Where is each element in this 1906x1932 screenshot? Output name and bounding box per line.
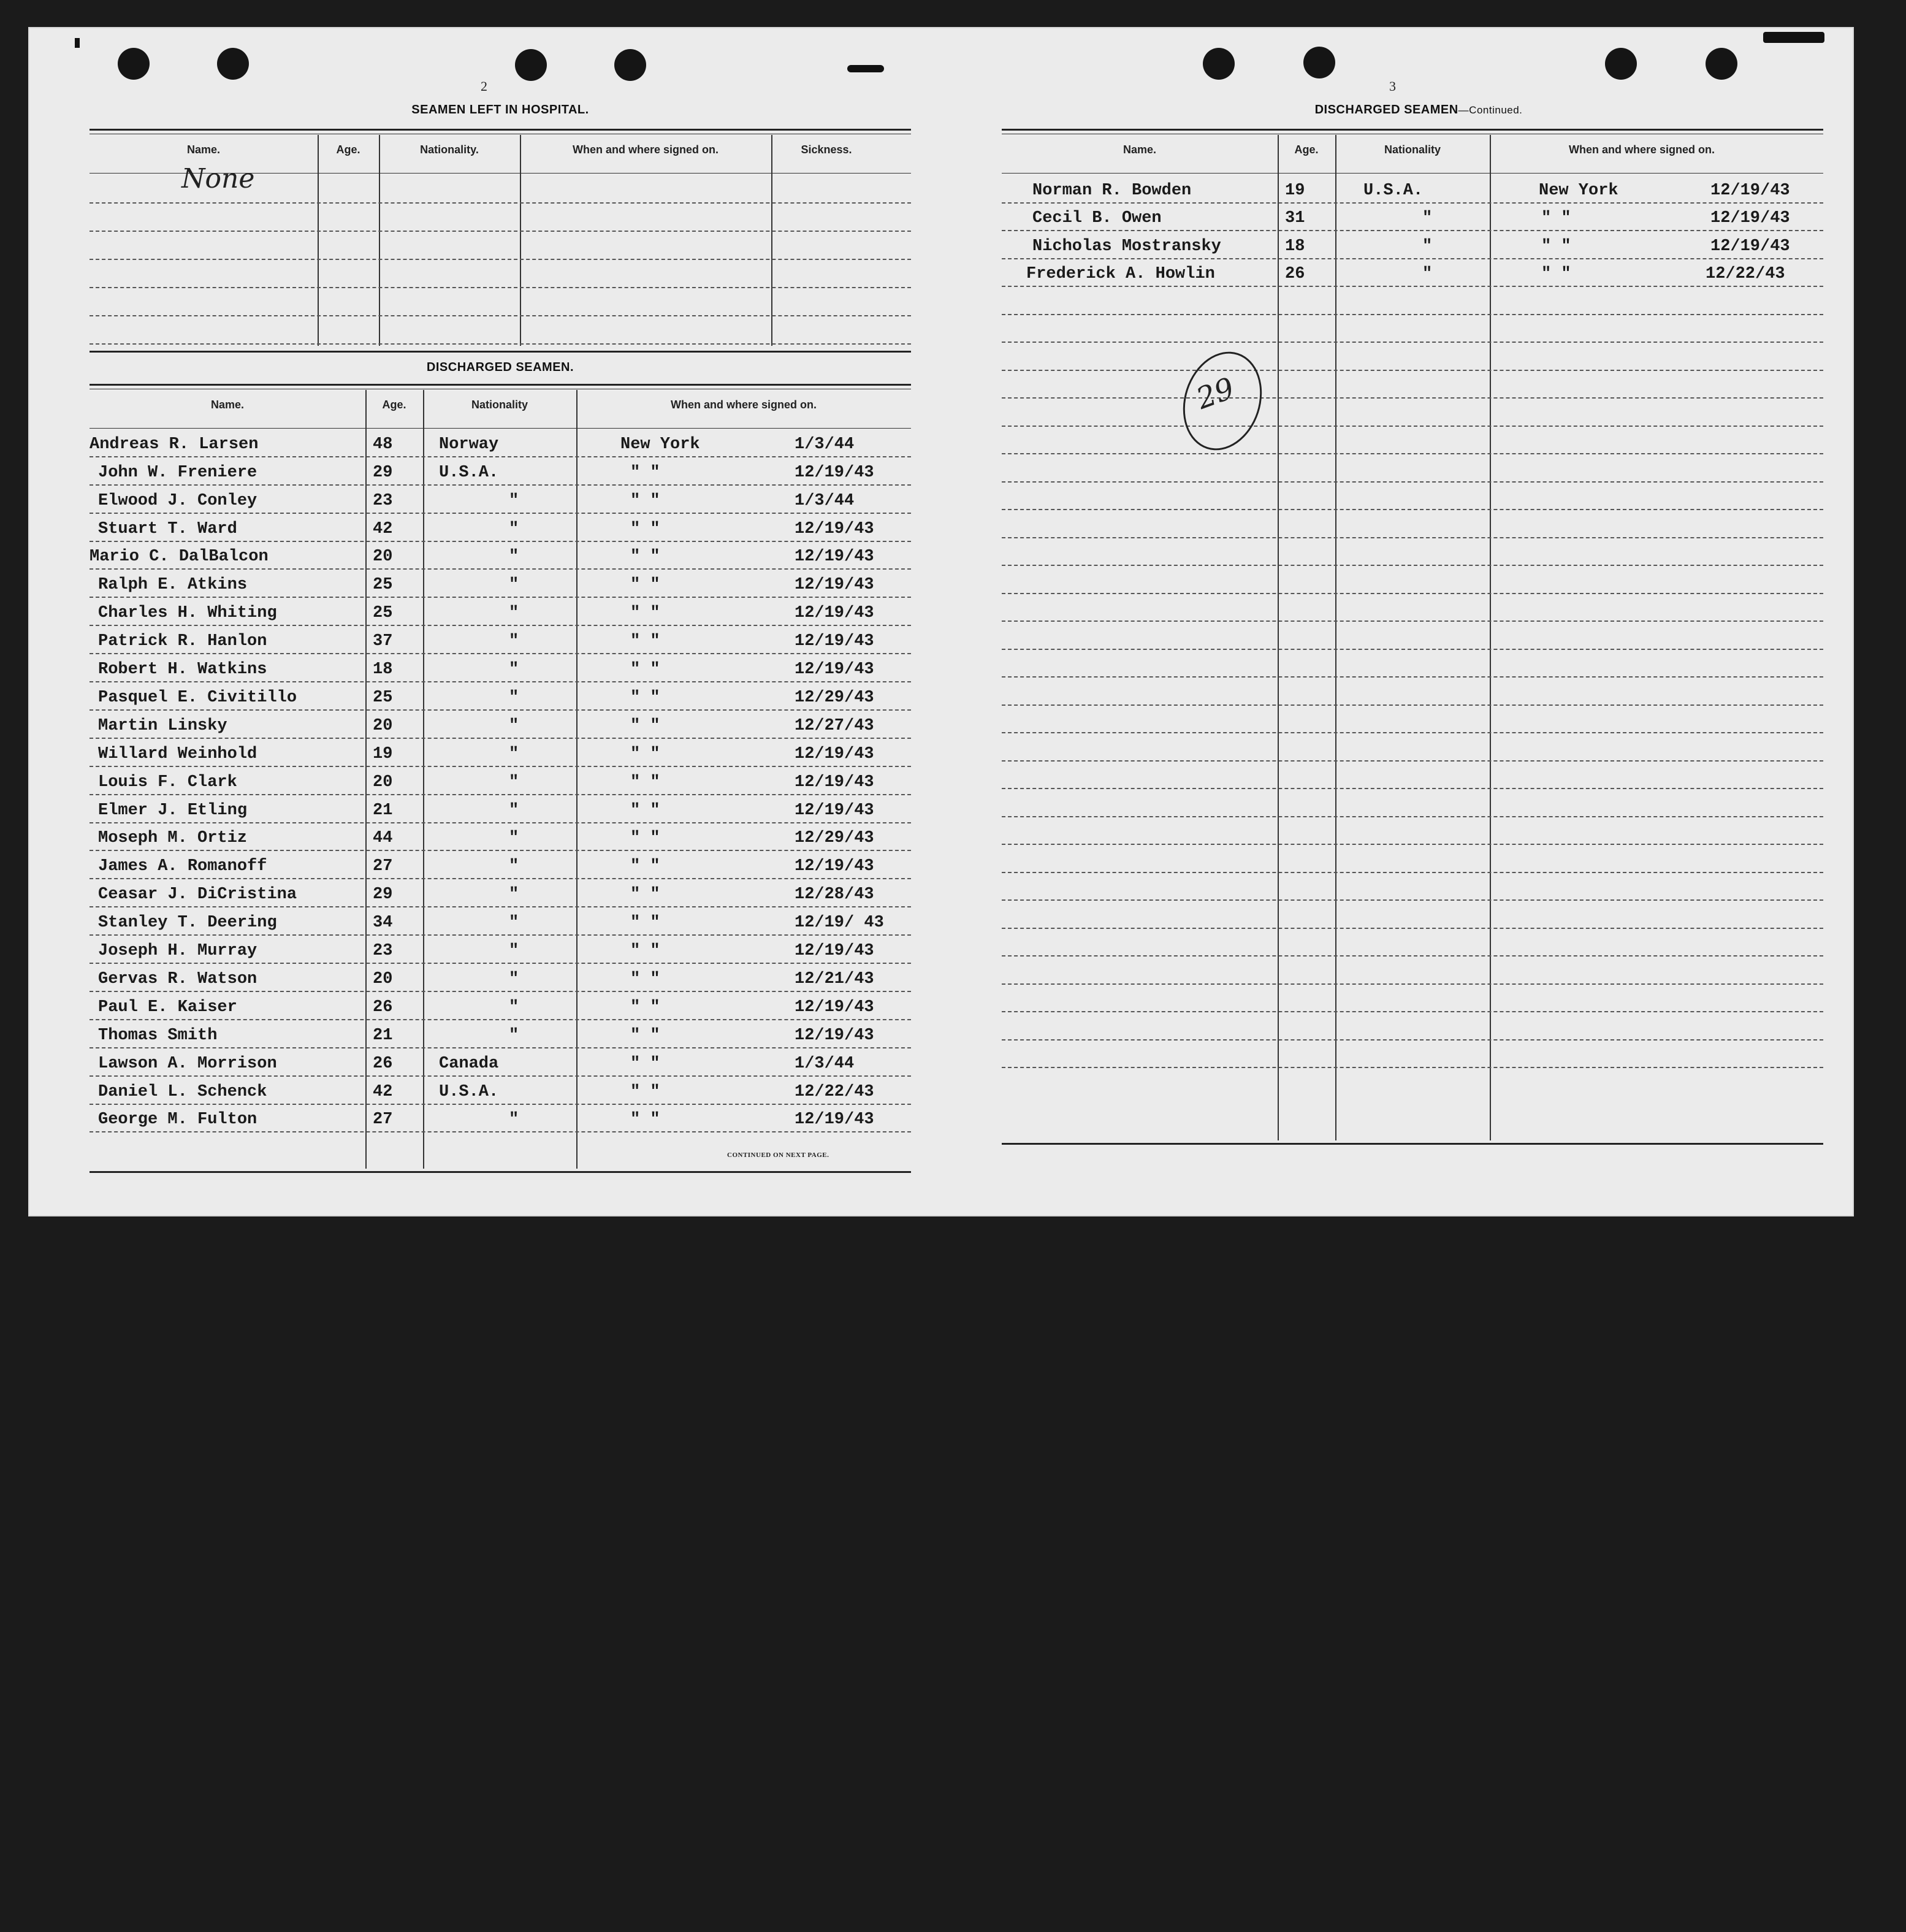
table-rule xyxy=(1002,1143,1823,1145)
signed-on-date: 12/19/43 xyxy=(795,1110,874,1129)
table-rule xyxy=(90,1171,911,1173)
signed-on-date: 12/19/43 xyxy=(795,773,874,792)
seaman-nationality: " xyxy=(509,885,519,904)
handwritten-none: None xyxy=(181,163,255,194)
table-row xyxy=(90,823,911,852)
table-row xyxy=(1002,929,1823,957)
seaman-age: 19 xyxy=(1285,181,1305,200)
signed-on-date: 1/3/44 xyxy=(795,435,855,454)
signed-on-place: " " xyxy=(630,1054,660,1073)
seaman-name: Pasquel E. Civitillo xyxy=(98,688,297,707)
continued-note: CONTINUED ON NEXT PAGE. xyxy=(727,1151,829,1159)
seaman-name: Ceasar J. DiCristina xyxy=(98,885,297,904)
seaman-age: 25 xyxy=(373,576,393,595)
seaman-age: 26 xyxy=(1285,265,1305,283)
seaman-nationality: " xyxy=(509,1110,519,1129)
seaman-nationality: " xyxy=(509,716,519,735)
seaman-age: 18 xyxy=(373,660,393,679)
table-rule xyxy=(90,351,911,353)
table-row xyxy=(1002,901,1823,929)
signed-on-place: " " xyxy=(630,1110,660,1129)
seaman-name: Elwood J. Conley xyxy=(98,491,257,510)
signed-on-place: " " xyxy=(630,969,660,988)
table-row xyxy=(1002,287,1823,315)
seaman-nationality: U.S.A. xyxy=(1363,181,1424,200)
table-row xyxy=(1002,259,1823,288)
punch-hole xyxy=(217,48,249,80)
signed-on-date: 12/19/43 xyxy=(795,744,874,763)
signed-on-date: 12/22/43 xyxy=(1706,265,1785,283)
seaman-name: John W. Freniere xyxy=(98,463,257,482)
punch-hole xyxy=(1605,48,1637,80)
signed-on-date: 12/19/43 xyxy=(1710,209,1790,227)
table-row xyxy=(90,457,911,486)
ink-blot xyxy=(75,38,80,48)
seaman-nationality: " xyxy=(509,604,519,623)
document-sheet xyxy=(28,27,1854,1216)
ink-blot xyxy=(1763,32,1824,43)
signed-on-date: 12/22/43 xyxy=(795,1082,874,1101)
discharged-header-age: Age. xyxy=(382,399,406,411)
table-row xyxy=(90,1105,911,1133)
punch-hole xyxy=(1706,48,1737,80)
signed-on-place: " " xyxy=(630,576,660,595)
table-row xyxy=(90,486,911,514)
table-row xyxy=(1002,483,1823,511)
seaman-name: Martin Linsky xyxy=(98,716,227,735)
table-rule xyxy=(1002,129,1823,131)
seaman-nationality: " xyxy=(509,998,519,1017)
signed-on-date: 1/3/44 xyxy=(795,1054,855,1073)
discharged-header-nationality: Nationality xyxy=(471,399,528,411)
signed-on-date: 12/19/43 xyxy=(1710,237,1790,256)
table-row xyxy=(90,1077,911,1105)
seaman-age: 20 xyxy=(373,969,393,988)
punch-hole xyxy=(1203,48,1235,80)
table-row xyxy=(90,429,911,457)
signed-on-place: " " xyxy=(1541,209,1571,227)
signed-on-place: " " xyxy=(1541,237,1571,256)
seaman-name: Stanley T. Deering xyxy=(98,914,277,933)
table-row xyxy=(90,852,911,880)
signed-on-date: 12/19/43 xyxy=(795,801,874,820)
hospital-header-nationality: Nationality. xyxy=(420,143,479,156)
seaman-age: 27 xyxy=(373,857,393,876)
signed-on-place: " " xyxy=(630,829,660,848)
signed-on-date: 12/19/43 xyxy=(795,519,874,538)
table-row xyxy=(1002,175,1823,204)
seaman-name: Norman R. Bowden xyxy=(1032,181,1192,200)
signed-on-place: " " xyxy=(630,773,660,792)
seaman-name: Stuart T. Ward xyxy=(98,519,237,538)
seaman-nationality: " xyxy=(509,969,519,988)
table-row xyxy=(1002,817,1823,846)
signed-on-place: " " xyxy=(630,463,660,482)
table-row xyxy=(1002,204,1823,232)
signed-on-place: " " xyxy=(1541,265,1571,283)
signed-on-place: " " xyxy=(630,1026,660,1045)
table-row xyxy=(90,739,911,767)
seaman-nationality: " xyxy=(1422,209,1433,227)
title-main: DISCHARGED SEAMEN xyxy=(1314,103,1458,116)
table-row xyxy=(90,795,911,823)
seaman-age: 20 xyxy=(373,773,393,792)
table-row xyxy=(1002,1012,1823,1040)
seaman-nationality: " xyxy=(1422,237,1433,256)
table-row xyxy=(90,907,911,936)
table-row xyxy=(90,626,911,654)
hospital-header-name: Name. xyxy=(186,143,221,156)
signed-on-place: " " xyxy=(630,914,660,933)
seaman-nationality: " xyxy=(509,942,519,961)
seaman-nationality: " xyxy=(509,660,519,679)
table-row xyxy=(1002,733,1823,762)
table-row xyxy=(1002,454,1823,483)
seaman-nationality: " xyxy=(509,1026,519,1045)
punch-hole xyxy=(614,49,646,81)
seaman-name: George M. Fulton xyxy=(98,1110,257,1129)
table-row xyxy=(1002,678,1823,706)
seaman-name: Elmer J. Etling xyxy=(98,801,248,820)
signed-on-date: 12/29/43 xyxy=(795,688,874,707)
signed-on-date: 12/19/43 xyxy=(795,632,874,651)
right-header-name: Name. xyxy=(1123,143,1157,156)
seaman-nationality: " xyxy=(509,744,519,763)
signed-on-date: 12/19/43 xyxy=(795,463,874,482)
seaman-age: 34 xyxy=(373,914,393,933)
table-row xyxy=(1002,594,1823,622)
hospital-header-sickness: Sickness. xyxy=(801,143,852,156)
seaman-name: Patrick R. Hanlon xyxy=(98,632,267,651)
seaman-nationality: " xyxy=(509,688,519,707)
table-rule xyxy=(90,428,911,429)
signed-on-date: 12/19/43 xyxy=(1710,181,1790,200)
seaman-age: 18 xyxy=(1285,237,1305,256)
ink-blot xyxy=(847,65,884,72)
seaman-nationality: U.S.A. xyxy=(439,463,499,482)
seaman-nationality: " xyxy=(509,773,519,792)
table-row xyxy=(90,514,911,542)
seaman-age: 26 xyxy=(373,1054,393,1073)
seaman-name: Frederick A. Howlin xyxy=(1026,265,1215,283)
seaman-nationality: " xyxy=(509,576,519,595)
right-header-nationality: Nationality xyxy=(1384,143,1441,156)
table-row xyxy=(90,232,911,260)
table-row xyxy=(90,767,911,795)
signed-on-date: 12/19/43 xyxy=(795,998,874,1017)
table-row xyxy=(1002,315,1823,343)
title-suffix: —Continued. xyxy=(1458,104,1523,116)
signed-on-place: " " xyxy=(630,604,660,623)
table-row xyxy=(90,570,911,598)
signed-on-date: 12/19/43 xyxy=(795,942,874,961)
signed-on-place: " " xyxy=(630,688,660,707)
table-row xyxy=(90,1020,911,1048)
signed-on-place: " " xyxy=(630,660,660,679)
seaman-age: 42 xyxy=(373,519,393,538)
seaman-age: 21 xyxy=(373,801,393,820)
hospital-header-age: Age. xyxy=(336,143,360,156)
table-row xyxy=(1002,650,1823,678)
page-number-left: 2 xyxy=(481,78,487,94)
table-rule xyxy=(90,129,911,131)
seaman-name: Ralph E. Atkins xyxy=(98,576,248,595)
seaman-nationality: U.S.A. xyxy=(439,1082,499,1101)
table-row xyxy=(1002,845,1823,873)
seaman-age: 20 xyxy=(373,548,393,567)
signed-on-date: 12/19/43 xyxy=(795,576,874,595)
table-row xyxy=(1002,399,1823,427)
table-row xyxy=(1002,956,1823,985)
table-row xyxy=(90,288,911,316)
signed-on-date: 12/19/43 xyxy=(795,1026,874,1045)
signed-on-date: 1/3/44 xyxy=(795,491,855,510)
seaman-name: Lawson A. Morrison xyxy=(98,1054,277,1073)
seaman-nationality: " xyxy=(509,632,519,651)
discharged-continued-title xyxy=(1002,103,1835,117)
punch-hole xyxy=(1303,47,1335,78)
seaman-age: 37 xyxy=(373,632,393,651)
seaman-name: Charles H. Whiting xyxy=(98,604,277,623)
table-row xyxy=(1002,789,1823,817)
seaman-name: Joseph H. Murray xyxy=(98,942,257,961)
signed-on-place: " " xyxy=(630,801,660,820)
seaman-nationality: " xyxy=(509,519,519,538)
table-row xyxy=(1002,622,1823,650)
seaman-name: Thomas Smith xyxy=(98,1026,218,1045)
table-row xyxy=(1002,231,1823,259)
seaman-age: 48 xyxy=(373,435,393,454)
table-row xyxy=(90,316,911,345)
handwritten-circled-number: 29 xyxy=(1192,371,1239,416)
discharged-header-signed-on: When and where signed on. xyxy=(670,399,817,411)
seaman-name: Mario C. DalBalcon xyxy=(90,548,269,567)
signed-on-place: " " xyxy=(630,632,660,651)
table-row xyxy=(90,964,911,992)
seaman-name: Louis F. Clark xyxy=(98,773,237,792)
seaman-nationality: " xyxy=(509,914,519,933)
signed-on-place: " " xyxy=(630,857,660,876)
seaman-nationality: " xyxy=(509,829,519,848)
seaman-age: 20 xyxy=(373,716,393,735)
table-row xyxy=(1002,762,1823,790)
table-row xyxy=(1002,343,1823,371)
seaman-age: 25 xyxy=(373,688,393,707)
signed-on-place: " " xyxy=(630,942,660,961)
right-header-signed-on: When and where signed on. xyxy=(1568,143,1715,156)
seaman-name: Andreas R. Larsen xyxy=(90,435,259,454)
signed-on-date: 12/19/43 xyxy=(795,548,874,567)
signed-on-date: 12/19/43 xyxy=(795,660,874,679)
seaman-age: 29 xyxy=(373,885,393,904)
signed-on-date: 12/29/43 xyxy=(795,829,874,848)
table-row xyxy=(1002,427,1823,455)
discharged-section-title: DISCHARGED SEAMEN. xyxy=(426,361,574,374)
signed-on-place: " " xyxy=(630,548,660,567)
seaman-name: Gervas R. Watson xyxy=(98,969,257,988)
table-row xyxy=(1002,1040,1823,1069)
seaman-nationality: Canada xyxy=(439,1054,499,1073)
signed-on-date: 12/19/43 xyxy=(795,857,874,876)
table-row xyxy=(1002,706,1823,734)
table-row xyxy=(90,711,911,739)
table-row xyxy=(1002,985,1823,1013)
signed-on-place: New York xyxy=(1539,181,1618,200)
seaman-name: Moseph M. Ortiz xyxy=(98,829,248,848)
seaman-age: 23 xyxy=(373,942,393,961)
seaman-age: 29 xyxy=(373,463,393,482)
signed-on-date: 12/21/43 xyxy=(795,969,874,988)
table-row xyxy=(1002,538,1823,567)
signed-on-date: 12/19/43 xyxy=(795,604,874,623)
seaman-nationality: " xyxy=(1422,265,1433,283)
page-number-right: 3 xyxy=(1389,78,1396,94)
table-row xyxy=(90,1048,911,1077)
seaman-age: 19 xyxy=(373,744,393,763)
seaman-name: Robert H. Watkins xyxy=(98,660,267,679)
table-rule xyxy=(1002,173,1823,174)
seaman-age: 21 xyxy=(373,1026,393,1045)
signed-on-place: " " xyxy=(630,744,660,763)
table-row xyxy=(90,936,911,964)
table-rule xyxy=(90,384,911,386)
punch-hole xyxy=(118,48,150,80)
signed-on-place: " " xyxy=(630,885,660,904)
signed-on-place: " " xyxy=(630,1082,660,1101)
seaman-age: 44 xyxy=(373,829,393,848)
signed-on-place: " " xyxy=(630,998,660,1017)
right-header-age: Age. xyxy=(1294,143,1319,156)
seaman-name: Daniel L. Schenck xyxy=(98,1082,267,1101)
seaman-age: 23 xyxy=(373,491,393,510)
table-row xyxy=(90,260,911,288)
signed-on-place: New York xyxy=(620,435,700,454)
seaman-name: James A. Romanoff xyxy=(98,857,267,876)
table-row xyxy=(90,654,911,682)
seaman-nationality: Norway xyxy=(439,435,499,454)
table-row xyxy=(1002,371,1823,399)
seaman-nationality: " xyxy=(509,801,519,820)
table-row xyxy=(1002,873,1823,901)
seaman-name: Willard Weinhold xyxy=(98,744,257,763)
seaman-age: 42 xyxy=(373,1082,393,1101)
seaman-name: Paul E. Kaiser xyxy=(98,998,237,1017)
seaman-name: Nicholas Mostransky xyxy=(1032,237,1221,256)
signed-on-place: " " xyxy=(630,519,660,538)
table-row xyxy=(1002,566,1823,594)
hospital-header-signed-on: When and where signed on. xyxy=(572,143,719,156)
table-row xyxy=(90,879,911,907)
discharged-header-name: Name. xyxy=(210,399,245,411)
signed-on-date: 12/27/43 xyxy=(795,716,874,735)
seaman-name: Cecil B. Owen xyxy=(1032,209,1162,227)
seaman-age: 27 xyxy=(373,1110,393,1129)
table-row xyxy=(90,598,911,626)
punch-hole xyxy=(515,49,547,81)
seaman-age: 25 xyxy=(373,604,393,623)
signed-on-date: 12/28/43 xyxy=(795,885,874,904)
signed-on-place: " " xyxy=(630,716,660,735)
signed-on-date: 12/19/ 43 xyxy=(795,914,884,933)
table-row xyxy=(90,682,911,711)
seaman-age: 31 xyxy=(1285,209,1305,227)
hospital-section-title: SEAMEN LEFT IN HOSPITAL. xyxy=(411,103,589,116)
table-row xyxy=(90,204,911,232)
seaman-age: 26 xyxy=(373,998,393,1017)
table-row xyxy=(90,992,911,1020)
signed-on-place: " " xyxy=(630,491,660,510)
table-row xyxy=(90,542,911,570)
seaman-nationality: " xyxy=(509,491,519,510)
seaman-nationality: " xyxy=(509,548,519,567)
seaman-nationality: " xyxy=(509,857,519,876)
table-row xyxy=(1002,510,1823,538)
